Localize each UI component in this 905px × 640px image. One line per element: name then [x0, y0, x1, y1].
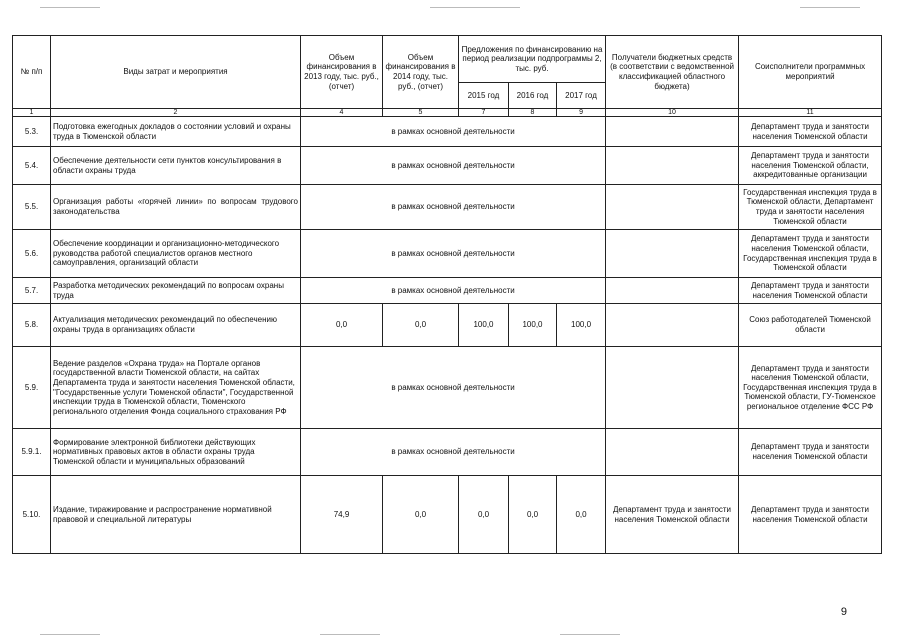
row-num: 5.5. [13, 185, 51, 230]
header-2013: Объем финансирования в 2013 году, тыс. руб., (отчет) [301, 36, 383, 109]
colnum: 8 [509, 109, 557, 117]
row-merged-note: в рамках основной деятельности [301, 185, 606, 230]
colnum: 4 [301, 109, 383, 117]
table-row [13, 230, 882, 278]
row-name: Формирование электронной библиотеки действующих нормативных правовых актов в области охраны труда Тюменской области и муниципальных образований [51, 429, 301, 476]
scan-artifact-line [40, 634, 100, 635]
row-value-2016: 100,0 [509, 304, 557, 347]
row-coexec: Департамент труда и занятости населения Тюменской области, аккредитованные организации [739, 147, 882, 185]
row-name: Актуализация методических рекомендаций по обеспечению охраны труда в организациях области [51, 304, 301, 347]
row-recipient [606, 147, 739, 185]
colnum: 5 [383, 109, 459, 117]
row-merged-note: в рамках основной деятельности [301, 147, 606, 185]
scan-artifact-line [320, 634, 380, 635]
row-name: Организация работы «горячей линии» по вопросам трудового законодательства [51, 185, 301, 230]
row-coexec: Департамент труда и занятости населения Тюменской области [739, 278, 882, 304]
row-recipient [606, 304, 739, 347]
row-num: 5.10. [13, 476, 51, 554]
row-merged-note: в рамках основной деятельности [301, 117, 606, 147]
colnum: 9 [557, 109, 606, 117]
colnum: 10 [606, 109, 739, 117]
table-row [13, 117, 882, 147]
row-coexec: Департамент труда и занятости населения Тюменской области, Государственная инспекция труда в Тюменской области [739, 230, 882, 278]
row-value-2013: 74,9 [301, 476, 383, 554]
table-row [13, 147, 882, 185]
colnum: 7 [459, 109, 509, 117]
row-value-2015: 0,0 [459, 476, 509, 554]
table-row [13, 429, 882, 476]
row-num: 5.4. [13, 147, 51, 185]
header-name: Виды затрат и мероприятия [51, 36, 301, 109]
row-coexec: Департамент труда и занятости населения Тюменской области [739, 476, 882, 554]
row-merged-note: в рамках основной деятельности [301, 230, 606, 278]
row-num: 5.9. [13, 347, 51, 429]
row-coexec: Департамент труда и занятости населения Тюменской области, Государственная инспекция труда в Тюменской области, ГУ-Тюменское региональное отделение ФСС РФ [739, 347, 882, 429]
colnum: 2 [51, 109, 301, 117]
row-coexec: Департамент труда и занятости населения Тюменской области [739, 429, 882, 476]
row-merged-note: в рамках основной деятельности [301, 278, 606, 304]
row-value-2014: 0,0 [383, 304, 459, 347]
header-coexec: Соисполнители программных мероприятий [739, 36, 882, 109]
header-num: № п/п [13, 36, 51, 109]
header-2017: 2017 год [557, 83, 606, 109]
header-recipients: Получатели бюджетных средств (в соответствии с ведомственной классификацией областного бюджета) [606, 36, 739, 109]
row-num: 5.9.1. [13, 429, 51, 476]
row-name: Обеспечение координации и организационно-методического руководства работой специалистов органов местного самоуправления, организаций области [51, 230, 301, 278]
header-2015: 2015 год [459, 83, 509, 109]
colnum: 11 [739, 109, 882, 117]
row-value-2016: 0,0 [509, 476, 557, 554]
row-name: Подготовка ежегодных докладов о состоянии условий и охраны труда в Тюменской области [51, 117, 301, 147]
table-row [13, 185, 882, 230]
table-row [13, 347, 882, 429]
row-recipient [606, 185, 739, 230]
header-proposals: Предложения по финансированию на период реализации подпрограммы 2, тыс. руб. [459, 36, 606, 83]
row-coexec: Департамент труда и занятости населения Тюменской области [739, 117, 882, 147]
row-num: 5.6. [13, 230, 51, 278]
scan-artifact-line [40, 7, 100, 8]
scan-artifact-line [800, 7, 860, 8]
header-2016: 2016 год [509, 83, 557, 109]
row-recipient: Департамент труда и занятости населения Тюменской области [606, 476, 739, 554]
table-row [13, 304, 882, 347]
row-num: 5.8. [13, 304, 51, 347]
row-name: Обеспечение деятельности сети пунктов консультирования в области охраны труда [51, 147, 301, 185]
scan-artifact-line [560, 634, 620, 635]
row-num: 5.7. [13, 278, 51, 304]
header-2014: Объем финансирования в 2014 году, тыс. руб., (отчет) [383, 36, 459, 109]
row-name: Разработка методических рекомендаций по вопросам охраны труда [51, 278, 301, 304]
colnum: 1 [13, 109, 51, 117]
row-merged-note: в рамках основной деятельности [301, 429, 606, 476]
row-value-2015: 100,0 [459, 304, 509, 347]
row-value-2017: 0,0 [557, 476, 606, 554]
row-name: Издание, тиражирование и распространение нормативной правовой и специальной литературы [51, 476, 301, 554]
row-recipient [606, 117, 739, 147]
row-recipient [606, 429, 739, 476]
page-number: 9 [840, 606, 847, 618]
table-row [13, 278, 882, 304]
scan-artifact-line [430, 7, 520, 8]
row-recipient [606, 230, 739, 278]
row-recipient [606, 278, 739, 304]
row-merged-note: в рамках основной деятельности [301, 347, 606, 429]
row-num: 5.3. [13, 117, 51, 147]
row-value-2014: 0,0 [383, 476, 459, 554]
table-row [13, 476, 882, 554]
row-coexec: Союз работодателей Тюменской области [739, 304, 882, 347]
funding-table [12, 35, 882, 554]
row-value-2013: 0,0 [301, 304, 383, 347]
row-name: Ведение разделов «Охрана труда» на Портале органов государственной власти Тюменской области, на сайтах Департамента труда и занятости населения Тюменской области, "Государственные услуги Тюменской области", Государственной инспекции труда в Тюменской области, Тюменского регионального отделения Фонда социального страхования РФ [51, 347, 301, 429]
column-number-row [13, 109, 882, 117]
row-recipient [606, 347, 739, 429]
row-coexec: Государственная инспекция труда в Тюменской области, Департамент труда и занятости населения Тюменской области [739, 185, 882, 230]
row-value-2017: 100,0 [557, 304, 606, 347]
